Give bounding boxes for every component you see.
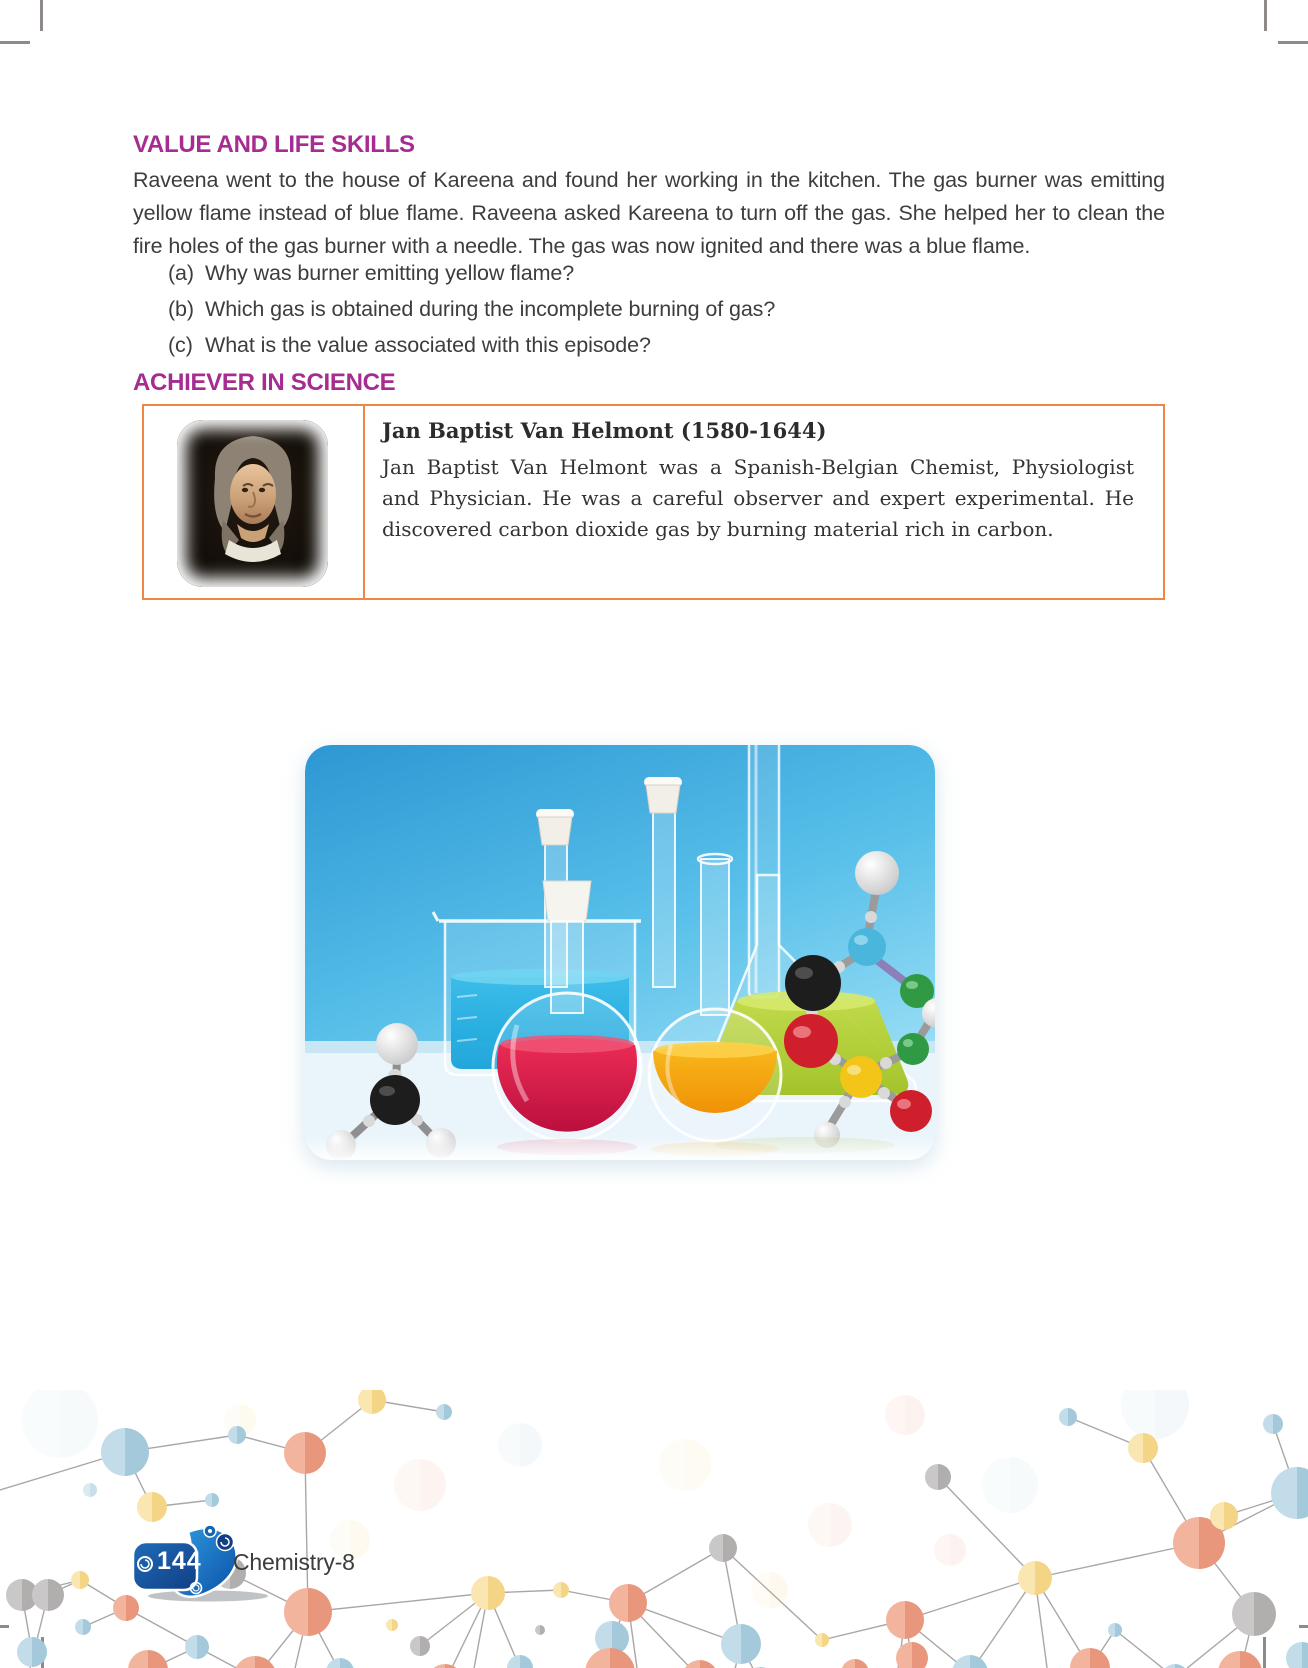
decoration-node	[659, 1439, 711, 1491]
question-b-label: (b)	[168, 297, 194, 321]
decoration-node	[185, 1635, 209, 1659]
van-helmont-portrait	[177, 420, 328, 587]
crop-mark	[40, 0, 43, 31]
decoration-node	[1128, 1433, 1158, 1463]
decoration-node	[841, 1659, 869, 1668]
achiever-in-science-heading: ACHIEVER IN SCIENCE	[133, 369, 396, 396]
decoration-node	[128, 1650, 168, 1668]
decoration-node	[808, 1503, 852, 1547]
decoration-node	[101, 1428, 149, 1476]
crop-mark	[1278, 41, 1308, 44]
decoration-node	[471, 1576, 505, 1610]
decoration-node	[326, 1658, 354, 1668]
decoration-node	[934, 1534, 966, 1566]
card-body: Jan Baptist Van Helmont was a Spanish-Belgian Chemist, Physiologist and Physician. He was a careful observer and expert experimental. He discovered carbon dioxide gas by burning material rich in carbon.	[382, 455, 1134, 541]
decoration-node	[436, 1404, 452, 1420]
decoration-node	[886, 1601, 924, 1639]
decoration-node	[137, 1492, 167, 1522]
decoration-node	[952, 1655, 988, 1668]
lab-glassware-illustration	[305, 745, 935, 1160]
lab-glassware-photo	[305, 745, 935, 1160]
question-c	[168, 333, 1148, 358]
crop-mark	[0, 41, 30, 44]
decoration-node	[410, 1636, 430, 1656]
decoration-node	[709, 1534, 737, 1562]
achiever-card	[142, 404, 1165, 600]
card-divider	[363, 406, 365, 598]
decoration-node	[925, 1464, 951, 1490]
decoration-node	[32, 1579, 64, 1611]
decoration-node	[1232, 1592, 1276, 1636]
decoration-node	[1161, 1664, 1189, 1668]
decoration-link	[1115, 1630, 1175, 1668]
decoration-node	[1286, 1642, 1308, 1668]
decoration-node	[1070, 1648, 1110, 1668]
decoration-node	[815, 1633, 829, 1647]
decoration-node	[721, 1624, 761, 1664]
decoration-node	[358, 1390, 386, 1414]
decoration-node	[284, 1432, 326, 1474]
decoration-node	[83, 1483, 97, 1497]
card-title: Jan Baptist Van Helmont (1580-1644)	[382, 418, 827, 443]
decoration-node	[535, 1625, 545, 1635]
decoration-node	[1218, 1651, 1262, 1668]
crop-mark	[1264, 0, 1267, 31]
decoration-node	[498, 1423, 542, 1467]
decoration-node	[1210, 1502, 1238, 1530]
decoration-node	[427, 1664, 463, 1668]
question-a-label: (a)	[168, 261, 194, 285]
page-number: 144	[157, 1547, 202, 1575]
decoration-node	[75, 1619, 91, 1635]
decoration-node	[507, 1655, 533, 1668]
decoration-node	[394, 1459, 446, 1511]
question-c-label: (c)	[168, 333, 193, 357]
decoration-node	[1059, 1408, 1077, 1426]
decoration-node	[1271, 1467, 1308, 1519]
decoration-node	[982, 1457, 1038, 1513]
decoration-node	[752, 1572, 788, 1608]
value-life-skills-heading: VALUE AND LIFE SKILLS	[133, 131, 415, 158]
value-life-skills-paragraph: Raveena went to the house of Kareena and found her working in the kitchen. The gas burner was emitting yellow flame instead of blue flame. Raveena asked Kareena to turn off the gas. She helped her to clean the fire holes of the gas burner with a needle. The gas was now ignited and there was a blue flame.	[133, 168, 1165, 258]
decoration-node	[17, 1637, 47, 1667]
decoration-node	[1018, 1561, 1052, 1595]
decoration-node	[205, 1493, 219, 1507]
decoration-node	[22, 1390, 98, 1458]
question-c-text: What is the value associated with this episode?	[205, 333, 651, 357]
question-b	[168, 297, 1148, 322]
decoration-node	[1121, 1390, 1189, 1439]
decoration-node	[1108, 1623, 1122, 1637]
question-a	[168, 261, 1148, 286]
decoration-node	[386, 1619, 398, 1631]
decoration-node	[609, 1584, 647, 1622]
question-b-text: Which gas is obtained during the incomplete burning of gas?	[205, 297, 776, 321]
book-title: Chemistry-8	[233, 1549, 355, 1575]
decoration-node	[585, 1648, 635, 1668]
decoration-node	[553, 1582, 569, 1598]
decoration-node	[885, 1395, 925, 1435]
decoration-node	[228, 1426, 246, 1444]
question-a-text: Why was burner emitting yellow flame?	[205, 261, 575, 285]
portrait-vignette	[177, 420, 328, 587]
decoration-node	[71, 1571, 89, 1589]
decoration-node	[1263, 1414, 1283, 1434]
decoration-link	[905, 1578, 1035, 1620]
